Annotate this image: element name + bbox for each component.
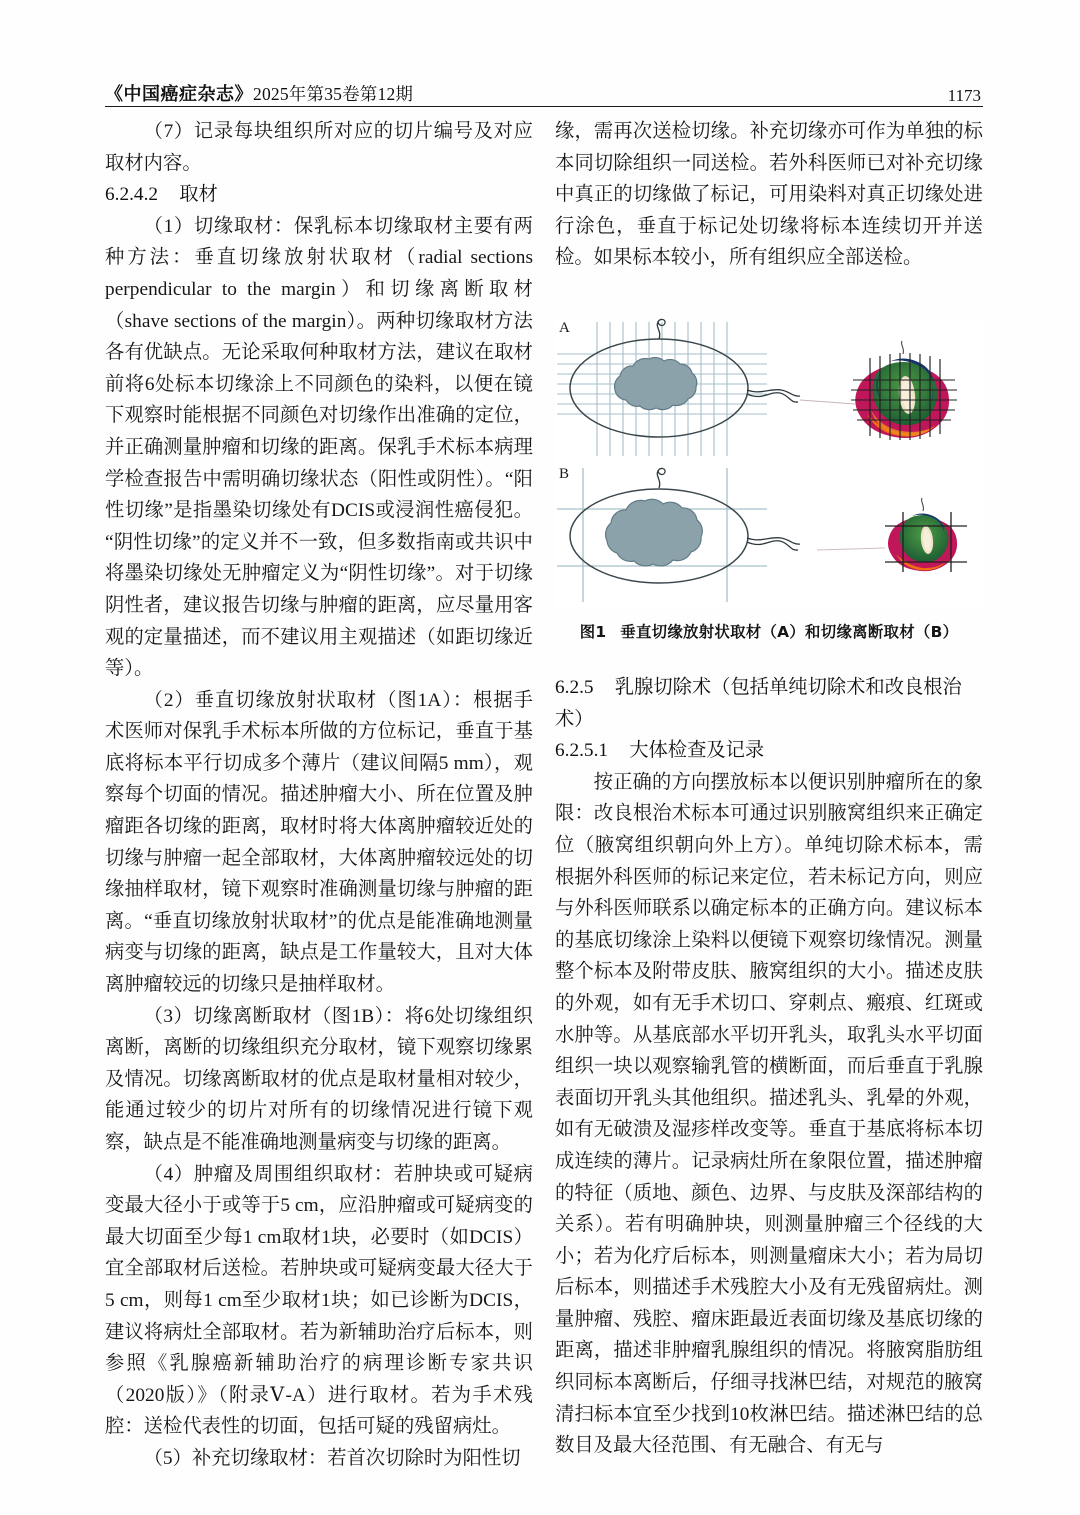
heading-number: 6.2.4.2 xyxy=(105,184,159,206)
heading-title: 乳腺切除术（包括单纯切除术和改良根治术） xyxy=(555,677,962,730)
heading-title: 取材 xyxy=(179,184,218,206)
page-number: 1173 xyxy=(947,86,981,105)
paragraph-1-margin-sampling: （1）切缘取材：保乳标本切缘取材主要有两种方法：垂直切缘放射状取材（radial sections perpendicular to the margin）和切缘离断取材（shave sections of the margin）。两种切缘取材方法各有优缺点。无论采取何种取材方法，建议在取材前将6处标本切缘涂上不同颜色的染料，以便在镜下观察时能根据不同颜色对切缘作出准确的定位，并正确测量肿瘤和切缘的距离。保乳手术标本病理学检查报告中需明确切缘状态（阳性或阴性）。“阳性切缘”是指墨染切缘处有DCIS或浸润性癌侵犯。“阴性切缘”的定义并不一致，但多数指南或共识中将墨染切缘处无肿瘤定义为“阴性切缘”。对于切缘阴性者，建议报告切缘与肿瘤的距离，应尽量用客观的定量描述，而不建议用主观描述（如距切缘近等）。 xyxy=(105,215,533,680)
heading-6-2-4-2 xyxy=(105,179,533,211)
left-column xyxy=(105,116,533,1475)
running-head xyxy=(105,74,983,106)
issue-info: 2025年第35卷第12期 xyxy=(253,84,414,104)
paragraph-4-tumor-sampling: （4）肿瘤及周围组织取材：若肿块或可疑病变最大径小于或等于5 cm，应沿肿瘤或可疑病变的最大切面至少每1 cm取材1块，必要时（如DCIS）宜全部取材后送检。若肿块或可疑病变最大径大于5 cm，则每1 cm至少取材1块；如已诊断为DCIS，建议将病灶全部取材。若为新辅助治疗后标本，则参照《乳腺癌新辅助治疗的病理诊断专家共识（2020版）》（附录Ⅴ-A）进行取材。若为手术残腔：送检代表性的切面，包括可疑的残留病灶。 xyxy=(105,1163,533,1438)
panel-a-diagram xyxy=(555,318,983,460)
specimen-photo-a xyxy=(851,341,957,440)
panel-b-label: B xyxy=(559,466,570,482)
figure-panel-a xyxy=(555,318,983,460)
heading-title: 大体检查及记录 xyxy=(629,740,765,762)
running-head-left xyxy=(105,80,413,106)
heading-6-2-5-1 xyxy=(555,735,983,767)
heading-number: 6.2.5.1 xyxy=(555,740,609,762)
heading-6-2-5 xyxy=(555,672,983,735)
figure-1 xyxy=(555,318,983,642)
figure-caption-text: 垂直切缘放射状取材（A）和切缘离断取材（B） xyxy=(620,623,959,641)
panel-b-diagram xyxy=(555,464,983,606)
paragraph-2-radial-sections: （2）垂直切缘放射状取材（图1A）：根据手术医师对保乳手术标本所做的方位标记，垂直于基底将标本平行切成多个薄片（建议间隔5 mm），观察每个切面的情况。描述肿瘤大小、所在位置及肿瘤距各切缘的距离，取材时将大体离肿瘤较近处的切缘与肿瘤一起全部取材，大体离肿瘤较远处的切缘抽样取材，镜下观察时准确测量切缘与肿瘤的距离。“垂直切缘放射状取材”的优点是能准确地测量病变与切缘的距离，缺点是工作量较大，且对大体离肿瘤较远的切缘只是抽样取材。 xyxy=(105,689,533,996)
paragraph-7: （7）记录每块组织所对应的切片编号及对应取材内容。 xyxy=(105,121,533,174)
right-column-upper xyxy=(555,116,983,274)
paragraph-gross-examination: 按正确的方向摆放标本以便识别肿瘤所在的象限：改良根治术标本可通过识别腋窝组织来正确定位（腋窝组织朝向外上方）。单纯切除术标本，需根据外科医师的标记来定位，若未标记方向，则应与外科医师联系以确定标本的正确方向。建议标本的基底切缘涂上染料以便镜下观察切缘情况。测量整个标本及附带皮肤、腋窝组织的大小。描述皮肤的外观，如有无手术切口、穿刺点、瘢痕、红斑或水肿等。从基底部水平切开乳头，取乳头水平切面组织一块以观察输乳管的横断面，而后垂直于乳腺表面切开乳头其他组织。描述乳头、乳晕的外观，如有无破溃及湿疹样改变等。垂直于基底将标本切成连续的薄片。记录病灶所在象限位置，描述肿瘤的特征（质地、颜色、边界、与皮肤及深部结构的关系）。若有明确肿块，则测量肿瘤三个径线的大小；若为化疗后标本，则测量瘤床大小；若为局切后标本，则描述手术残腔大小及有无残留病灶。测量肿瘤、残腔、瘤床距最近表面切缘及基底切缘的距离，描述非肿瘤乳腺组织的情况。将腋窝脂肪组织同标本离断后，仔细寻找淋巴结，对规范的腋窝清扫标本宜至少找到10枚淋巴结。描述淋巴结的总数目及最大径范围、有无融合、有无与 xyxy=(555,771,983,1457)
paragraph-5-supplemental-margin: （5）补充切缘取材：若首次切除时为阳性切 xyxy=(143,1447,521,1469)
figure-panel-b xyxy=(555,464,983,606)
figure-caption-number: 图1 xyxy=(579,623,607,641)
right-column-lower xyxy=(555,672,983,1462)
header-divider xyxy=(105,106,983,107)
journal-title: 《中国癌症杂志》 xyxy=(105,84,253,105)
figure-caption xyxy=(555,620,983,642)
paragraph-3-shave-sections: （3）切缘离断取材（图1B）：将6处切缘组织离断，离断的切缘组织充分取材，镜下观察切缘累及情况。切缘离断取材的优点是取材量相对较少，能通过较少的切片对所有的切缘情况进行镜下观察，缺点是不能准确地测量病变与切缘的距离。 xyxy=(105,1005,533,1153)
heading-number: 6.2.5 xyxy=(555,677,594,698)
paragraph-5-continued: 缘，需再次送检切缘。补充切缘亦可作为单独的标本同切除组织一同送检。若外科医师已对补充切缘中真正的切缘做了标记，可用染料对真正切缘处进行涂色，垂直于标记处切缘将标本连续切开并送检。如果标本较小，所有组织应全部送检。 xyxy=(555,121,983,269)
panel-a-label: A xyxy=(559,320,570,336)
figure-image xyxy=(555,318,983,610)
specimen-photo-b xyxy=(885,498,967,572)
